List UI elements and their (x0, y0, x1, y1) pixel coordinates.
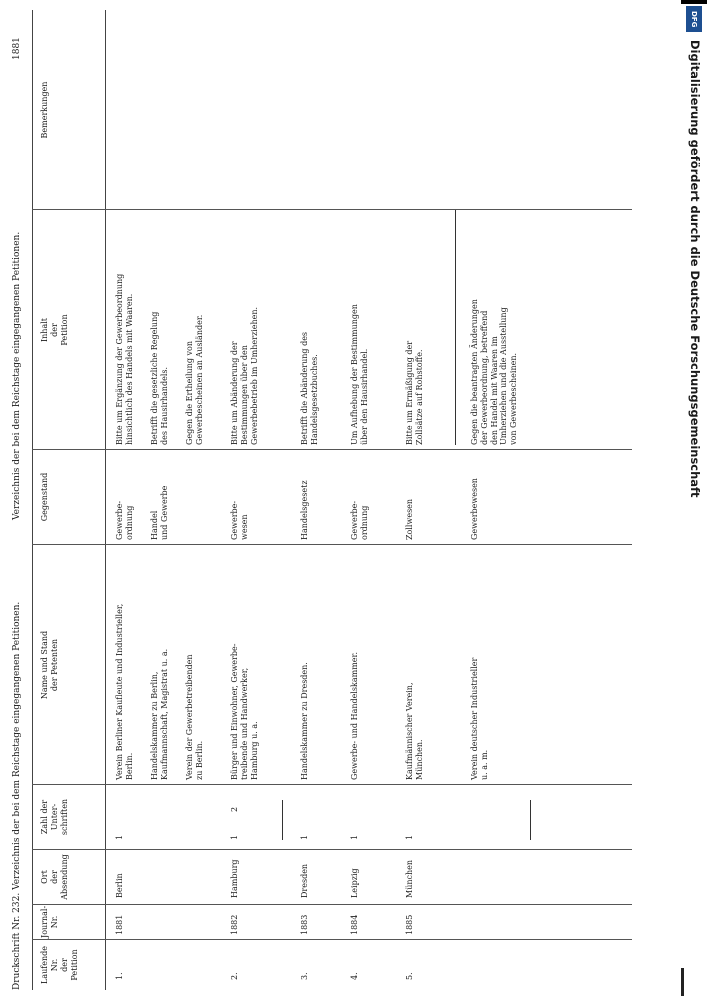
column-header-journal: Journal- Nr. (40, 905, 59, 938)
row-zahl: 1 (115, 834, 124, 840)
row-separator-rule (455, 210, 456, 445)
row-gegenstand: Zollwesen (405, 498, 414, 540)
rotated-document-page (10, 10, 650, 990)
row-names: Handelskammer zu Dresden. (300, 662, 309, 780)
header-top-rule (32, 10, 33, 990)
row-journal: 1884 (350, 914, 359, 935)
row-ort: Berlin (115, 873, 124, 898)
row-inhalt: Bitte um Abänderung der Bestimmungen über den Gewerbebetrieb im Umherziehen. (230, 306, 259, 445)
column-divider (32, 544, 632, 545)
row-journal: 1885 (405, 914, 414, 935)
row-names: Verein der Gewerbetreibenden zu Berlin. (185, 654, 204, 780)
column-divider (32, 849, 632, 850)
row-gegenstand: Gewerbewesen (470, 478, 479, 540)
row-inhalt: Betrifft die Abänderung des Handelsgesetzbuches. (300, 331, 319, 445)
row-nr: 2. (230, 972, 239, 980)
row-zahl: 1 (350, 834, 359, 840)
scan-edge-mark (681, 968, 684, 996)
right-page-label: 1881 (12, 37, 22, 60)
column-header-name: Name und Stand der Petenten (40, 630, 59, 700)
row-names: Verein deutscher Industrieller u. a. m. (470, 657, 489, 780)
row-zahl-secondary: 2 (230, 806, 239, 812)
row-names: Handelskammer zu Berlin, Kaufmannschaft, Magistrat u. a. (150, 648, 169, 780)
row-names: Kaufmännischer Verein, München. (405, 682, 424, 780)
row-zahl: 1 (230, 834, 239, 840)
column-divider (32, 209, 632, 210)
row-names: Verein Berliner Kaufleute und Industrieller, Berlin. (115, 603, 134, 780)
row-gegenstand: Handelsgesetz (300, 480, 309, 540)
row-zahl: 1 (405, 834, 414, 840)
column-header-nr: Laufende Nr. der Petition (40, 946, 79, 984)
row-journal: 1883 (300, 914, 309, 935)
column-divider (32, 904, 632, 905)
column-header-bemerkungen: Bemerkungen (40, 81, 49, 139)
row-inhalt: Gegen die Ertheilung von Gewerbescheinen an Ausländer. (185, 314, 204, 445)
row-journal: 1881 (115, 914, 124, 935)
row-separator-dash (282, 800, 283, 840)
column-divider (32, 449, 632, 450)
column-divider (32, 939, 632, 940)
column-divider (32, 784, 632, 785)
row-nr: 3. (300, 972, 309, 980)
column-header-ort: Ort der Absendung (40, 854, 69, 900)
row-inhalt: Um Aufhebung der Bestimmungen über den Hausirhandel. (350, 304, 369, 445)
column-header-gegenstand: Gegenstand (40, 472, 49, 522)
row-inhalt: Bitte um Ermäßigung der Zollsätze auf Rohstoffe. (405, 340, 424, 445)
row-nr: 4. (350, 972, 359, 980)
row-ort: Dresden (300, 863, 309, 898)
scan-edge-tab (681, 0, 707, 4)
left-page-header: Druckschrift Nr. 232. Verzeichnis der bei dem Reichstage eingegangenen Petitionen. (12, 601, 22, 990)
right-page-header: Verzeichnis der bei dem Reichstage eingegangenen Petitionen. (12, 231, 22, 520)
row-inhalt: Betrifft die gesetzliche Regelung des Hausirhandels. (150, 311, 169, 445)
row-gegenstand: Gewerbe- ordnung (115, 500, 134, 540)
row-gegenstand: Gewerbe- ordnung (350, 500, 369, 540)
row-names: Gewerbe- und Handelskammer. (350, 651, 359, 780)
dfg-logo: DFG (686, 6, 702, 32)
row-ort: Leipzig (350, 868, 359, 898)
row-ort: Hamburg (230, 859, 239, 898)
row-inhalt: Bitte um Ergänzung der Gewerbeordnung hinsichtlich des Handels mit Waaren. (115, 273, 134, 445)
row-inhalt: Gegen die beantragten Änderungen der Gewerbeordnung, betreffend den Handel mit Waaren im Umherziehen und die Ausstellung von Gewerbescheinen. (470, 299, 518, 445)
row-zahl: 1 (300, 834, 309, 840)
row-names: Bürger und Einwohner, Gewerbe- treibende und Handwerker, Hamburg u. a. (230, 643, 259, 780)
row-ort: München (405, 859, 414, 898)
column-header-inhalt: Inhalt der Petition (40, 314, 69, 346)
page-header (10, 10, 28, 990)
row-nr: 1. (115, 972, 124, 980)
row-journal: 1882 (230, 914, 239, 935)
row-gegenstand: Gewerbe- wesen (230, 500, 249, 540)
row-gegenstand: Handel und Gewerbe (150, 485, 169, 540)
header-bottom-rule (105, 10, 106, 990)
column-header-zahl: Zahl der Unter- schriften (40, 798, 69, 836)
row-nr: 5. (405, 972, 414, 980)
row-separator-dash (530, 800, 531, 840)
dfg-caption: Digitalisierung gefördert durch die Deutsche Forschungsgemeinschaft (688, 40, 702, 498)
